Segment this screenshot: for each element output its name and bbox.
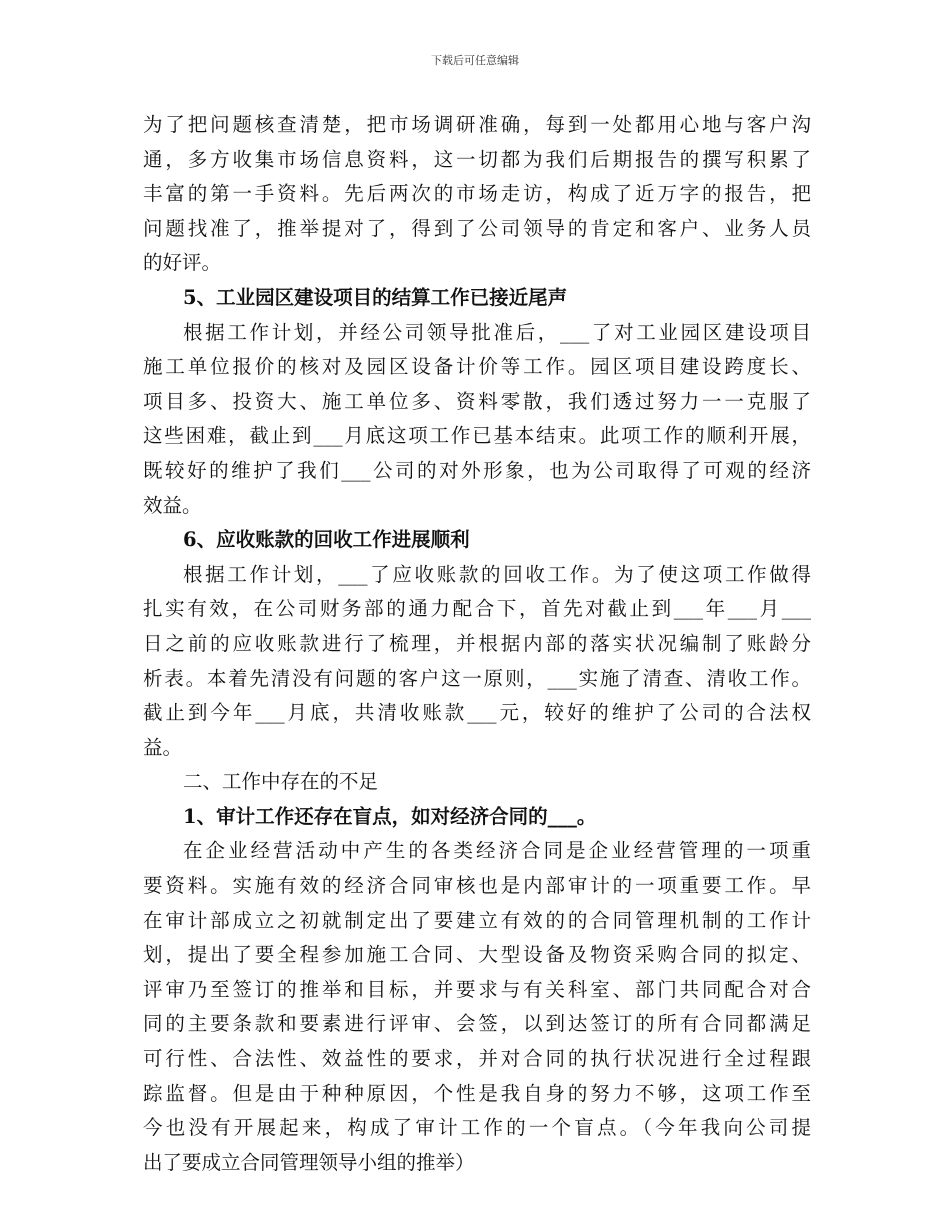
text-line: 问题找准了，推举提对了，得到了公司领导的肯定和客户、业务人员 [143,216,811,240]
paragraph-contract-audit [143,834,811,1180]
paragraph-industrial-park [143,316,811,524]
text-line: 在审计部成立之初就制定出了要建立有效的的合同管理机制的工作计 [143,908,811,932]
text-line: 的好评。 [143,251,222,275]
text-line: 同的主要条款和要素进行评审、会签，以到达签订的所有合同都满足 [143,1012,811,1036]
text-line: 扎实有效，在公司财务部的通力配合下，首先对截止到___年___月___ [143,597,811,621]
heading-5: 5、工业园区建设项目的结算工作已接近尾声 [183,285,568,309]
text-line: 划，提出了要全程参加施工合同、大型设备及物资采购合同的拟定、 [143,943,811,967]
text-line: 既较好的维护了我们___公司的对外形象，也为公司取得了可观的经济 [143,458,811,482]
text-line: 根据工作计划，___了应收账款的回收工作。为了使这项工作做得 [183,562,811,586]
text-line: 评审乃至签订的推举和目标，并要求与有关科室、部门共同配合对合 [143,977,811,1001]
text-line: 项目多、投资大、施工单位多、资料零散，我们透过努力一一克服了 [143,389,811,413]
text-line: 日之前的应收账款进行了梳理，并根据内部的落实状况编制了账龄分 [143,631,811,655]
text-line: 可行性、合法性、效益性的要求，并对合同的执行状况进行全过程跟 [143,1047,811,1071]
text-line: 析表。本着先清没有问题的客户这一原则，___实施了清查、清收工作。 [143,666,811,690]
text-line: 这些困难，截止到___月底这项工作已基本结束。此项工作的顺利开展， [143,424,811,448]
text-line: 通，多方收集市场信息资料，这一切都为我们后期报告的撰写积累了 [143,147,811,171]
text-line: 丰富的第一手资料。先后两次的市场走访，构成了近万字的报告，把 [143,182,811,206]
paragraph-receivables [143,558,811,766]
paragraph-market-research [143,108,811,281]
text-line: 要资料。实施有效的经济合同审核也是内部审计的一项重要工作。早 [143,874,811,898]
page-header: 下载后可任意编辑 [431,54,519,67]
text-line: 效益。 [143,493,202,517]
text-line: 截止到今年___月底，共清收账款___元，较好的维护了公司的合法权 [143,701,811,725]
text-line: 在企业经营活动中产生的各类经济合同是企业经营管理的一项重 [183,839,811,863]
heading-6: 6、应收账款的回收工作进展顺利 [183,528,470,552]
section-heading-shortcomings: 二、工作中存在的不足 [183,770,379,794]
text-line: 根据工作计划，并经公司领导批准后，___了对工业园区建设项目 [183,320,811,344]
text-line: 出了要成立合同管理领导小组的推举） [143,1150,475,1174]
heading-1: 1、审计工作还存在盲点，如对经济合同的___。 [183,804,597,828]
text-line: 施工单位报价的核对及园区设备计价等工作。园区项目建设跨度长、 [143,355,811,379]
text-line: 益。 [143,735,183,759]
text-line: 为了把问题核查清楚，把市场调研准确，每到一处都用心地与客户沟 [143,113,811,136]
text-line: 踪监督。但是由于种种原因，个性是我自身的努力不够，这项工作至 [143,1081,811,1105]
text-line: 今也没有开展起来，构成了审计工作的一个盲点。（今年我向公司提 [143,1116,811,1140]
document-body [143,108,811,1180]
